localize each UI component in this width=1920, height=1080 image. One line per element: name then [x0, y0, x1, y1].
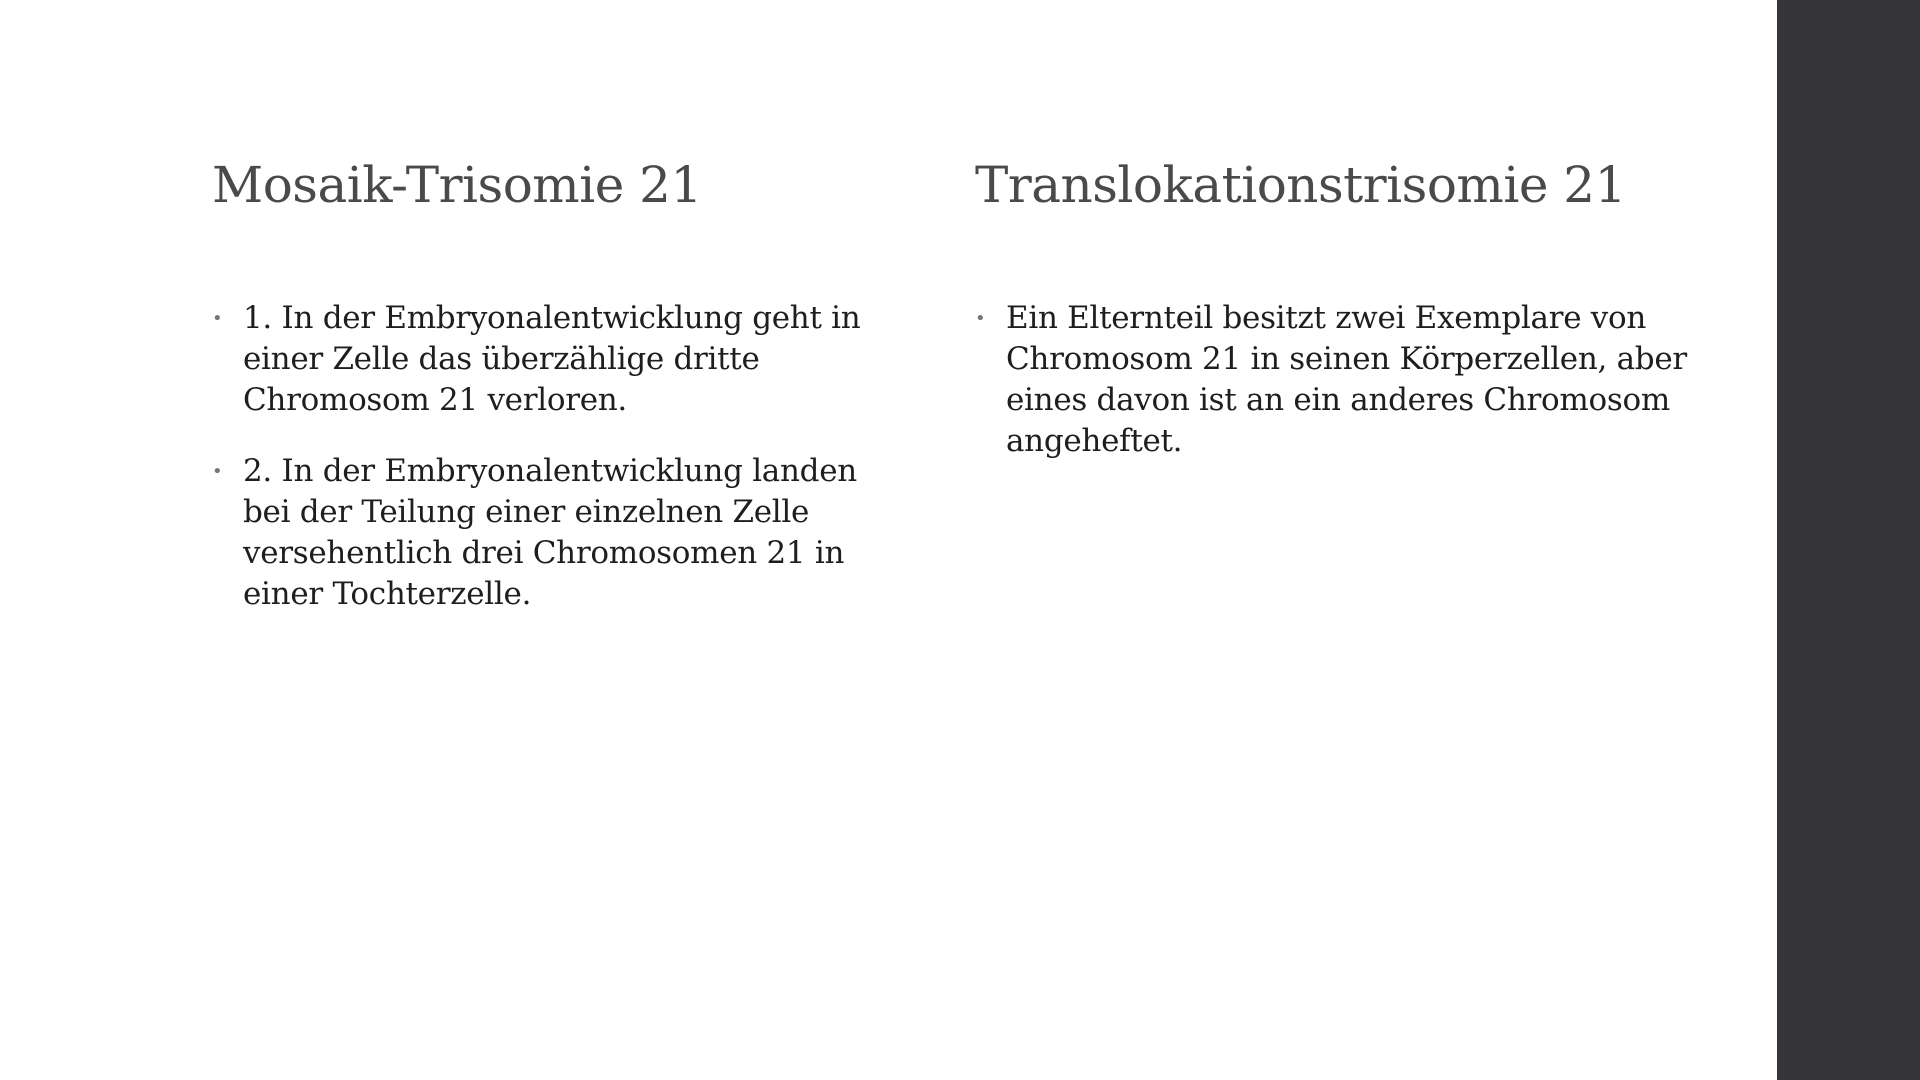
bullet-text: 1. In der Embryonalentwicklung geht in einer Zelle das überzählige dritte Chromosom 21 verloren. [243, 300, 861, 418]
heading-mosaik-trisomie: Mosaik-Trisomie 21 [212, 156, 702, 214]
bullet-text: Ein Elternteil besitzt zwei Exemplare von Chromosom 21 in seinen Körperzellen, aber eines davon ist an ein anderes Chromosom angeheftet. [1006, 300, 1687, 459]
list-item [975, 298, 1695, 462]
bullet-icon: • [975, 308, 986, 329]
left-bullet-list [212, 298, 902, 645]
list-item [212, 451, 902, 615]
bullet-icon: • [212, 308, 223, 329]
right-bullet-list [975, 298, 1695, 492]
bullet-icon: • [212, 461, 223, 482]
right-column [975, 150, 1695, 459]
list-item [212, 298, 902, 421]
left-column [212, 150, 902, 612]
heading-translokationstrisomie: Translokationstrisomie 21 [975, 156, 1626, 214]
bullet-text: 2. In der Embryonalentwicklung landen bei der Teilung einer einzelnen Zelle versehentlich drei Chromosomen 21 in einer Tochterzelle. [243, 453, 857, 612]
side-bar [1777, 0, 1920, 1080]
